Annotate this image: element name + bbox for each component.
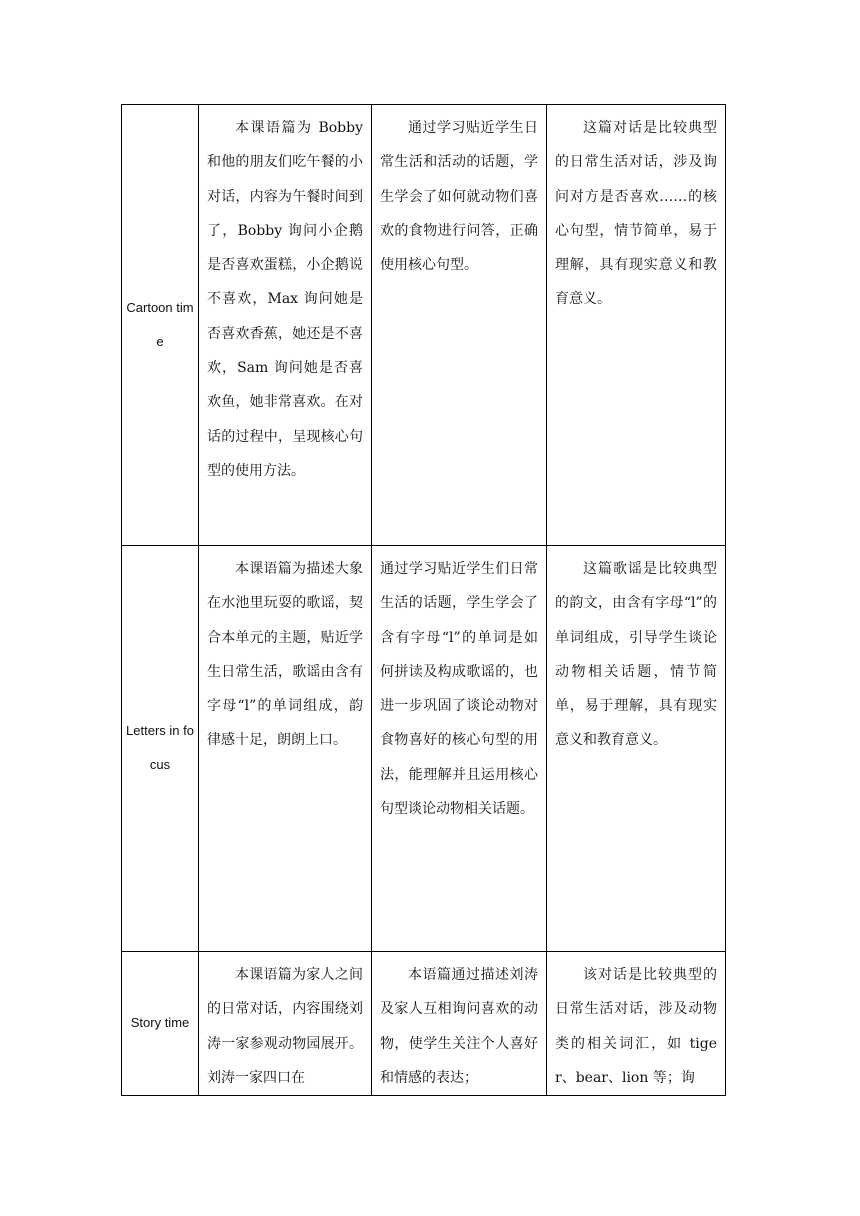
row-label-cell [122,546,199,952]
lesson-analysis-table [121,104,726,1096]
content-cell [199,546,372,952]
row-label-cell [122,952,199,1096]
goal-text: 通过学习贴近学生日常生活和活动的话题，学生学会了如何就动物们喜欢的食物进行问答，正确使用核心句型。 [380,120,538,274]
analysis-cell [547,952,726,1096]
goal-text: 本语篇通过描述刘涛及家人互相询问喜欢的动物，使学生关注个人喜好和情感的表达； [380,967,538,1086]
content-text: 本课语篇为描述大象在水池里玩耍的歌谣，契合本单元的主题，贴近学生日常生活，歌谣由含有字母“l”的单词组成，韵律感十足，朗朗上口。 [207,561,363,749]
row-label: Cartoon time [126,299,194,349]
analysis-cell [547,546,726,952]
goal-cell [372,952,547,1096]
content-cell [199,105,372,546]
goal-cell [372,105,547,546]
table-row [122,105,726,546]
row-label: Story time [130,1015,190,1031]
row-label-cell [122,105,199,546]
analysis-text: 该对话是比较典型的日常生活对话，涉及动物类的相关词汇，如 tiger、bear、lion 等；询 [555,967,717,1086]
goal-text: 通过学习贴近学生们日常生活的话题，学生学会了含有字母“l”的单词是如何拼读及构成歌谣的，也进一步巩固了谈论动物对食物喜好的核心句型的用法，能理解并且运用核心句型谈论动物相关话题。 [380,561,538,818]
row-label: Letters in focus [126,723,194,773]
content-text: 本课语篇为 Bobby 和他的朋友们吃午餐的小对话，内容为午餐时间到了，Bobby 询问小企鹅是否喜欢蛋糕，小企鹅说不喜欢，Max 询问她是否喜欢香蕉，她还是不喜欢，Sam 询问她是否喜欢鱼，她非常喜欢。在对话的过程中，呈现核心句型的使用方法。 [207,120,363,479]
content-cell [199,952,372,1096]
analysis-cell [547,105,726,546]
goal-cell [372,546,547,952]
table-row [122,952,726,1096]
content-text: 本课语篇为家人之间的日常对话，内容围绕刘涛一家参观动物园展开。刘涛一家四口在 [207,967,363,1086]
analysis-text: 这篇对话是比较典型的日常生活对话，涉及询问对方是否喜欢……的核心句型，情节简单，易于理解，具有现实意义和教育意义。 [555,120,717,308]
analysis-text: 这篇歌谣是比较典型的韵文，由含有字母“l”的单词组成，引导学生谈论动物相关话题，情节简单，易于理解，具有现实意义和教育意义。 [555,561,717,749]
table-row [122,546,726,952]
